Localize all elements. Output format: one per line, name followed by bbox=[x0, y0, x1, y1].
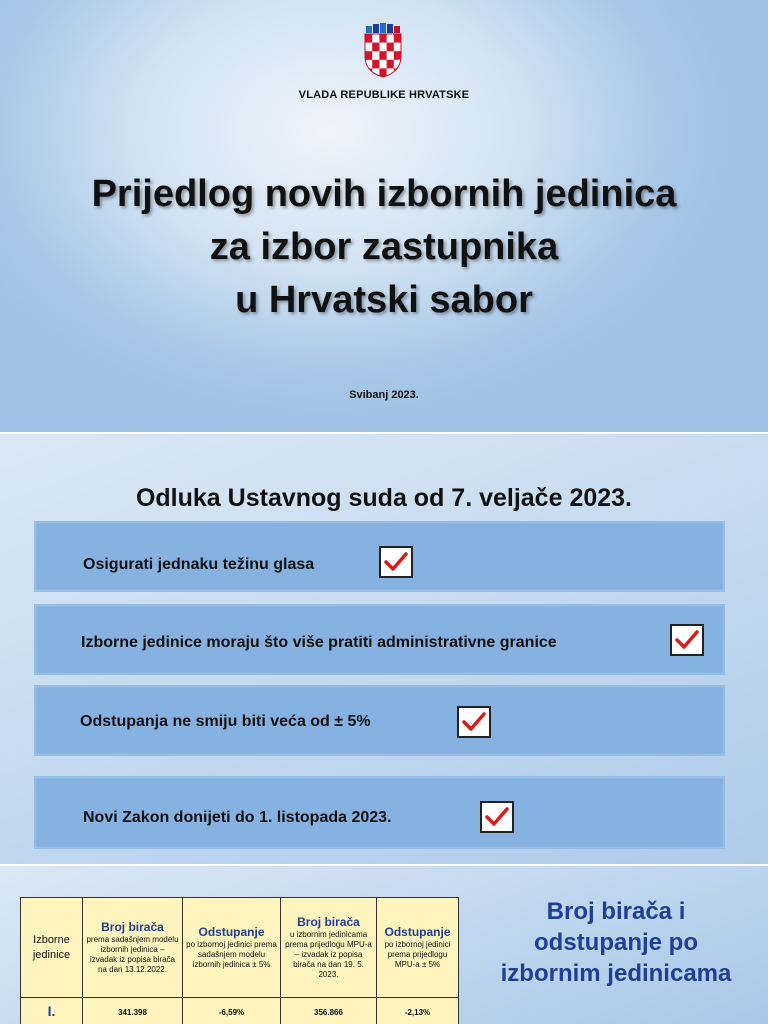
requirement-text: Izborne jedinice moraju što više pratiti administrativne granice bbox=[81, 634, 557, 651]
title-line: Broj birača i bbox=[546, 898, 686, 925]
checkmark-icon bbox=[484, 805, 510, 829]
requirement-box bbox=[34, 776, 725, 849]
checkmark-icon bbox=[674, 628, 700, 652]
title-line: izbornim jedinicama bbox=[500, 960, 732, 987]
unit-cell bbox=[21, 998, 83, 1024]
table-header-cell bbox=[83, 898, 183, 998]
requirement-text: Novi Zakon donijeti do 1. listopada 2023. bbox=[83, 809, 392, 826]
title-line: za izbor zastupnika bbox=[209, 226, 559, 268]
table-header-cell bbox=[183, 898, 281, 998]
table-header-cell bbox=[21, 898, 83, 998]
column-subheading: u izbornim jedinicama prema prijedlogu MPU-a – izvadak iz popisa birača na dan 19. 5. 2023. bbox=[285, 930, 372, 979]
requirement-text: Osigurati jednaku težinu glasa bbox=[83, 556, 315, 573]
column-heading: Odstupanje bbox=[384, 925, 451, 939]
checkbox-checked bbox=[379, 546, 413, 578]
column-subheading: po izbornoj jedinici prema prijedlogu MPU-a ± 5% bbox=[384, 940, 451, 969]
voters-cell: 341.398 bbox=[83, 998, 183, 1024]
requirement-box bbox=[34, 521, 725, 592]
requirement-box bbox=[34, 685, 725, 756]
croatian-coat-of-arms-icon bbox=[363, 22, 403, 78]
table-header-cell bbox=[377, 898, 459, 998]
title-line: Prijedlog novih izbornih jedinica bbox=[91, 173, 677, 215]
column-subheading: po izbornoj jedinici prema sadašnjem modelu izbornih jedinica ± 5% bbox=[186, 940, 277, 969]
row-header-label: Izborne jedinice bbox=[32, 933, 71, 961]
checkmark-icon bbox=[461, 710, 487, 734]
checkbox-checked bbox=[457, 706, 491, 738]
checkbox-checked bbox=[480, 801, 514, 833]
column-heading: Broj birača bbox=[101, 920, 164, 934]
government-name: VLADA REPUBLIKE HRVATSKE bbox=[298, 89, 470, 101]
deviation-cell: -2,13% bbox=[377, 998, 459, 1024]
checkbox-checked bbox=[670, 624, 704, 656]
constitutional-court-slide bbox=[0, 434, 768, 864]
presentation-date: Svibanj 2023. bbox=[349, 389, 419, 401]
title-slide bbox=[0, 0, 768, 432]
requirement-box bbox=[34, 604, 725, 675]
checkmark-icon bbox=[383, 550, 409, 574]
title-line: u Hrvatski sabor bbox=[235, 279, 533, 321]
slide-title: Odluka Ustavnog suda od 7. veljače 2023. bbox=[135, 484, 633, 512]
unit-number: I. bbox=[47, 1003, 56, 1019]
table-row bbox=[21, 998, 459, 1024]
deviation-cell: -6,59% bbox=[183, 998, 281, 1024]
voters-cell: 356.866 bbox=[281, 998, 377, 1024]
column-subheading: prema sadašnjem modelu izbornih jedinica – izvadak iz popisa birača na dan 13.12.2022. bbox=[86, 935, 179, 974]
title-line: odstupanje po bbox=[534, 929, 698, 956]
table-header-cell bbox=[281, 898, 377, 998]
presentation-title bbox=[0, 168, 768, 327]
table-header-row bbox=[21, 898, 459, 998]
requirement-text: Odstupanja ne smiju biti veća od ± 5% bbox=[80, 713, 371, 730]
column-heading: Broj birača bbox=[297, 915, 360, 929]
voters-table bbox=[20, 897, 459, 1024]
column-heading: Odstupanje bbox=[198, 925, 265, 939]
slide-title bbox=[466, 896, 766, 989]
voters-deviation-slide bbox=[0, 866, 768, 1024]
